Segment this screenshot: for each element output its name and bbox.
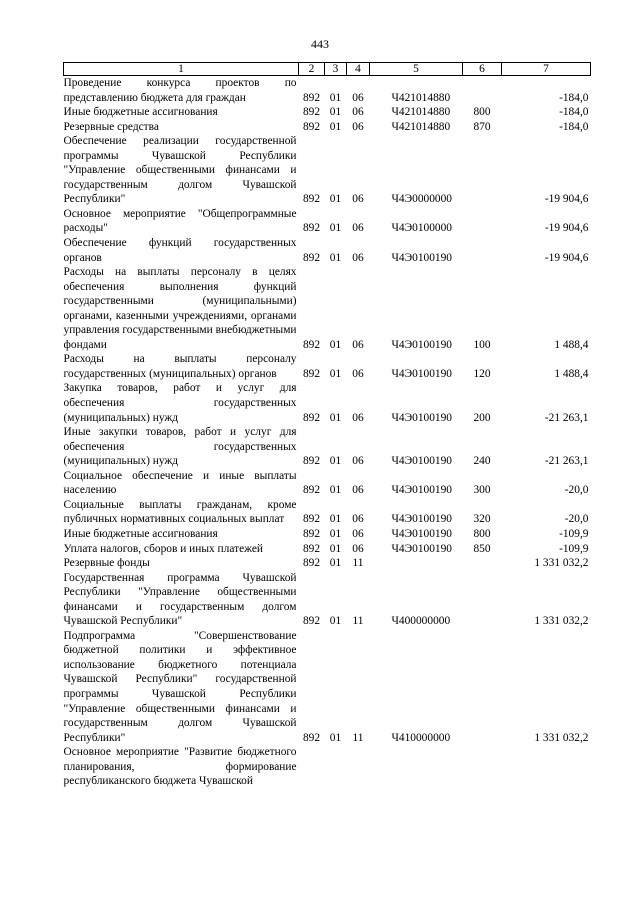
- row-rz: 01: [329, 513, 342, 526]
- row-gr: 892: [302, 193, 321, 206]
- row-pr: 11: [352, 615, 364, 628]
- row-csr: Ч421014880: [391, 106, 451, 119]
- row-rz: 01: [329, 731, 342, 744]
- row-rz: 01: [329, 542, 342, 555]
- column-header-sum: 7: [502, 63, 591, 76]
- table-row: [64, 425, 591, 469]
- row-vr: [463, 745, 502, 789]
- row-sum: -21 263,1: [544, 411, 589, 424]
- row-gr: 892: [302, 367, 321, 380]
- row-rz: 01: [329, 615, 342, 628]
- row-rz: 01: [329, 455, 342, 468]
- row-pr: 06: [352, 193, 364, 206]
- row-sum: -19 904,6: [544, 222, 589, 235]
- row-sum: -19 904,6: [544, 251, 589, 264]
- row-sum: -21 263,1: [544, 455, 589, 468]
- page-number: 443: [311, 37, 329, 51]
- row-csr: Ч4Э0100190: [391, 455, 452, 468]
- row-gr: 892: [302, 484, 321, 497]
- row-vr: 240: [473, 455, 491, 468]
- row-vr: [463, 236, 502, 265]
- table-row: [64, 236, 591, 265]
- row-rz: 01: [329, 484, 342, 497]
- row-rz: 01: [329, 193, 342, 206]
- row-gr: 892: [302, 338, 321, 351]
- row-gr: 892: [302, 91, 321, 104]
- row-csr: [370, 745, 463, 789]
- table-row: [64, 76, 591, 106]
- row-csr: Ч4Э0100190: [391, 527, 452, 540]
- row-vr: 200: [473, 411, 491, 424]
- row-sum: 1 331 032,2: [534, 557, 589, 570]
- row-csr: Ч421014880: [391, 120, 451, 133]
- row-name: Резервные средства: [63, 120, 159, 133]
- column-header-pr: 4: [347, 63, 370, 76]
- table-row: [64, 381, 591, 425]
- table-row: [64, 571, 591, 629]
- row-pr: 06: [352, 120, 364, 133]
- row-name: Основное мероприятие "Общепрограммные расходы": [63, 207, 297, 235]
- row-gr: 892: [302, 731, 321, 744]
- row-vr: [463, 207, 502, 236]
- table-row: [64, 105, 591, 120]
- row-gr: [299, 745, 325, 789]
- row-rz: 01: [329, 222, 342, 235]
- row-name: Проведение конкурса проектов по представлению бюджета для граждан: [63, 77, 297, 104]
- row-sum: -184,0: [559, 91, 589, 104]
- table-row: [64, 265, 591, 352]
- row-vr: 100: [473, 338, 491, 351]
- column-header-gr: 2: [299, 63, 325, 76]
- row-csr: [370, 556, 463, 571]
- row-pr: 06: [352, 338, 364, 351]
- table-row: [64, 542, 591, 557]
- row-name: Расходы на выплаты персоналу в целях обеспечения выполнения функций государственными (муниципальными) органами, казенными учреждениями, органами управления государственными внебюджетными фондами: [63, 266, 297, 351]
- row-sum: 1 488,4: [554, 338, 589, 351]
- row-gr: 892: [302, 251, 321, 264]
- row-name: Иные бюджетные ассигнования: [63, 106, 218, 119]
- row-csr: Ч4Э0100000: [391, 222, 452, 235]
- row-name: Обеспечение реализации государственной программы Чувашской Республики "Управление общественными финансами и государственным долгом Чувашской Республики": [63, 135, 297, 206]
- row-pr: 06: [352, 542, 364, 555]
- row-vr: 800: [473, 106, 491, 119]
- row-sum: 1 331 032,2: [534, 615, 589, 628]
- row-name: Расходы на выплаты персоналу государственных (муниципальных) органов: [63, 353, 297, 380]
- column-header-name: 1: [64, 63, 299, 76]
- row-gr: 892: [302, 120, 321, 133]
- row-rz: 01: [329, 367, 342, 380]
- row-csr: Ч4Э0100190: [391, 411, 452, 424]
- row-csr: Ч4Э0100190: [391, 513, 452, 526]
- row-sum: [502, 745, 591, 789]
- row-csr: Ч410000000: [391, 731, 451, 744]
- row-name: Социальное обеспечение и иные выплаты населению: [63, 469, 297, 497]
- row-csr: Ч4Э0100190: [391, 542, 452, 555]
- row-pr: 06: [352, 367, 364, 380]
- row-rz: 01: [329, 411, 342, 424]
- row-vr: 850: [473, 542, 491, 555]
- row-name: Резервные фонды: [63, 557, 150, 570]
- row-pr: 06: [352, 251, 364, 264]
- column-header-vr: 6: [463, 63, 502, 76]
- row-vr: 120: [473, 367, 491, 380]
- row-vr: 320: [473, 513, 491, 526]
- row-csr: Ч421014880: [391, 91, 451, 104]
- row-rz: 01: [329, 251, 342, 264]
- row-pr: 06: [352, 513, 364, 526]
- row-sum: -19 904,6: [544, 193, 589, 206]
- row-pr: 11: [352, 557, 364, 570]
- table-row: [64, 527, 591, 542]
- row-rz: 01: [329, 106, 342, 119]
- row-gr: 892: [302, 527, 321, 540]
- row-pr: 06: [352, 106, 364, 119]
- row-pr: 06: [352, 411, 364, 424]
- row-csr: Ч4Э0000000: [391, 193, 452, 206]
- row-gr: 892: [302, 411, 321, 424]
- column-header-rz: 3: [325, 63, 347, 76]
- row-vr: [463, 629, 502, 745]
- table-row: [64, 207, 591, 236]
- row-pr: 06: [352, 222, 364, 235]
- row-csr: Ч4Э0100190: [391, 251, 452, 264]
- row-vr: [463, 134, 502, 207]
- row-name: Закупка товаров, работ и услуг для обеспечения государственных (муниципальных) нужд: [63, 382, 297, 424]
- row-gr: 892: [302, 222, 321, 235]
- row-vr: 870: [473, 120, 491, 133]
- row-rz: [325, 745, 347, 789]
- row-name: Иные закупки товаров, работ и услуг для обеспечения государственных (муниципальных) нужд: [63, 426, 297, 468]
- row-sum: 1 331 032,2: [534, 731, 589, 744]
- row-csr: Ч4Э0100190: [391, 367, 452, 380]
- row-name: Социальные выплаты гражданам, кроме публичных нормативных социальных выплат: [63, 498, 297, 526]
- row-sum: -109,9: [559, 527, 589, 540]
- row-gr: 892: [302, 513, 321, 526]
- row-pr: 06: [352, 484, 364, 497]
- row-name: Государственная программа Чувашской Республики "Управление общественными финансами и государственным долгом Чувашской Республики": [63, 571, 297, 628]
- row-pr: 06: [352, 91, 364, 104]
- table-row: [64, 629, 591, 745]
- row-pr: [347, 745, 370, 789]
- row-pr: 11: [352, 731, 364, 744]
- row-name: Подпрограмма "Совершенствование бюджетной политики и эффективное использование бюджетного потенциала Чувашской Республики" государственной программы Чувашской Республики "Управление общественными финансами и государственным долгом Чувашской Республики": [63, 629, 297, 744]
- row-sum: -184,0: [559, 106, 589, 119]
- row-gr: 892: [302, 615, 321, 628]
- row-rz: 01: [329, 91, 342, 104]
- row-sum: -109,9: [559, 542, 589, 555]
- row-csr: Ч4Э0100190: [391, 484, 452, 497]
- column-header-csr: 5: [370, 63, 463, 76]
- budget-table: [63, 62, 591, 789]
- row-sum: -20,0: [564, 513, 589, 526]
- row-csr: Ч4Э0100190: [391, 338, 452, 351]
- row-gr: 892: [302, 557, 321, 570]
- row-csr: Ч400000000: [391, 615, 451, 628]
- row-pr: 06: [352, 455, 364, 468]
- row-rz: 01: [329, 120, 342, 133]
- row-rz: 01: [329, 338, 342, 351]
- row-name: Обеспечение функций государственных органов: [63, 237, 297, 264]
- row-vr: [463, 571, 502, 629]
- row-gr: 892: [302, 455, 321, 468]
- row-pr: 06: [352, 527, 364, 540]
- row-sum: 1 488,4: [554, 367, 589, 380]
- row-gr: 892: [302, 542, 321, 555]
- table-row: [64, 120, 591, 135]
- row-sum: -20,0: [564, 484, 589, 497]
- row-sum: -184,0: [559, 120, 589, 133]
- row-vr: [463, 76, 502, 106]
- row-name: Основное мероприятие "Развитие бюджетного планирования, формирование республиканского бюджета Чувашской: [63, 746, 297, 788]
- row-vr: 800: [473, 527, 491, 540]
- row-gr: 892: [302, 106, 321, 119]
- row-name: Иные бюджетные ассигнования: [63, 527, 218, 540]
- table-header: [64, 63, 591, 76]
- table-row: [64, 556, 591, 571]
- row-rz: 01: [329, 527, 342, 540]
- row-rz: 01: [329, 557, 342, 570]
- table-row: [64, 745, 591, 789]
- row-vr: 300: [473, 484, 491, 497]
- table-row: [64, 352, 591, 381]
- table-body: [64, 76, 591, 789]
- table-row: [64, 498, 591, 527]
- row-vr: [463, 556, 502, 571]
- table-row: [64, 134, 591, 207]
- table-row: [64, 469, 591, 498]
- row-name: Уплата налогов, сборов и иных платежей: [63, 542, 263, 555]
